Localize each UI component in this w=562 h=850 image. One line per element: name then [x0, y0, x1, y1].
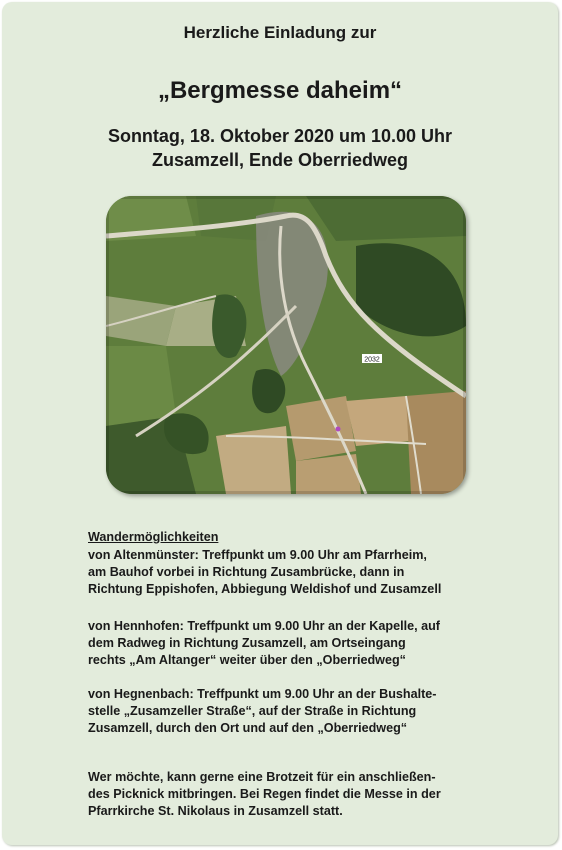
intro-line: Herzliche Einladung zur: [183, 23, 377, 42]
closing-note: Wer möchte, kann gerne eine Brotzeit für ein anschließen- des Picknick mitbringen. Bei Regen findet die Messe in der Pfarrkirche St. Nikolaus in Zusamzell statt.: [88, 770, 441, 818]
event-location: Zusamzell, Ende Oberriedweg: [151, 150, 409, 170]
invitation-card: [2, 2, 558, 845]
meeting-point-marker: [336, 427, 341, 432]
hike-hegnenbach: von Hegnenbach: Treffpunkt um 9.00 Uhr an der Bushalte- stelle „Zusamzeller Straße“, auf der Straße in Richtung Zusamzell, durch den Ort und auf den „Oberriedweg“: [88, 687, 437, 735]
event-date-time: Sonntag, 18. Oktober 2020 um 10.00 Uhr: [107, 126, 453, 146]
hikes-heading: Wandermöglichkeiten: [88, 530, 219, 544]
hike-hennhofen: von Hennhofen: Treffpunkt um 9.00 Uhr an der Kapelle, auf dem Radweg in Richtung Zusamzell, am Ortseingang rechts „Am Altanger“ weiter über den „Oberriedweg“: [88, 619, 440, 667]
event-title: „Bergmesse daheim“: [157, 77, 403, 104]
hike-altenmuenster: von Altenmünster: Treffpunkt um 9.00 Uhr am Pfarrheim, am Bauhof vorbei in Richtung Zusambrücke, dann in Richtung Eppishofen, Abbiegung Weldishof und Zusamzell: [88, 548, 442, 596]
aerial-map-image: [106, 196, 466, 494]
road-number-label: 2032: [364, 356, 380, 364]
